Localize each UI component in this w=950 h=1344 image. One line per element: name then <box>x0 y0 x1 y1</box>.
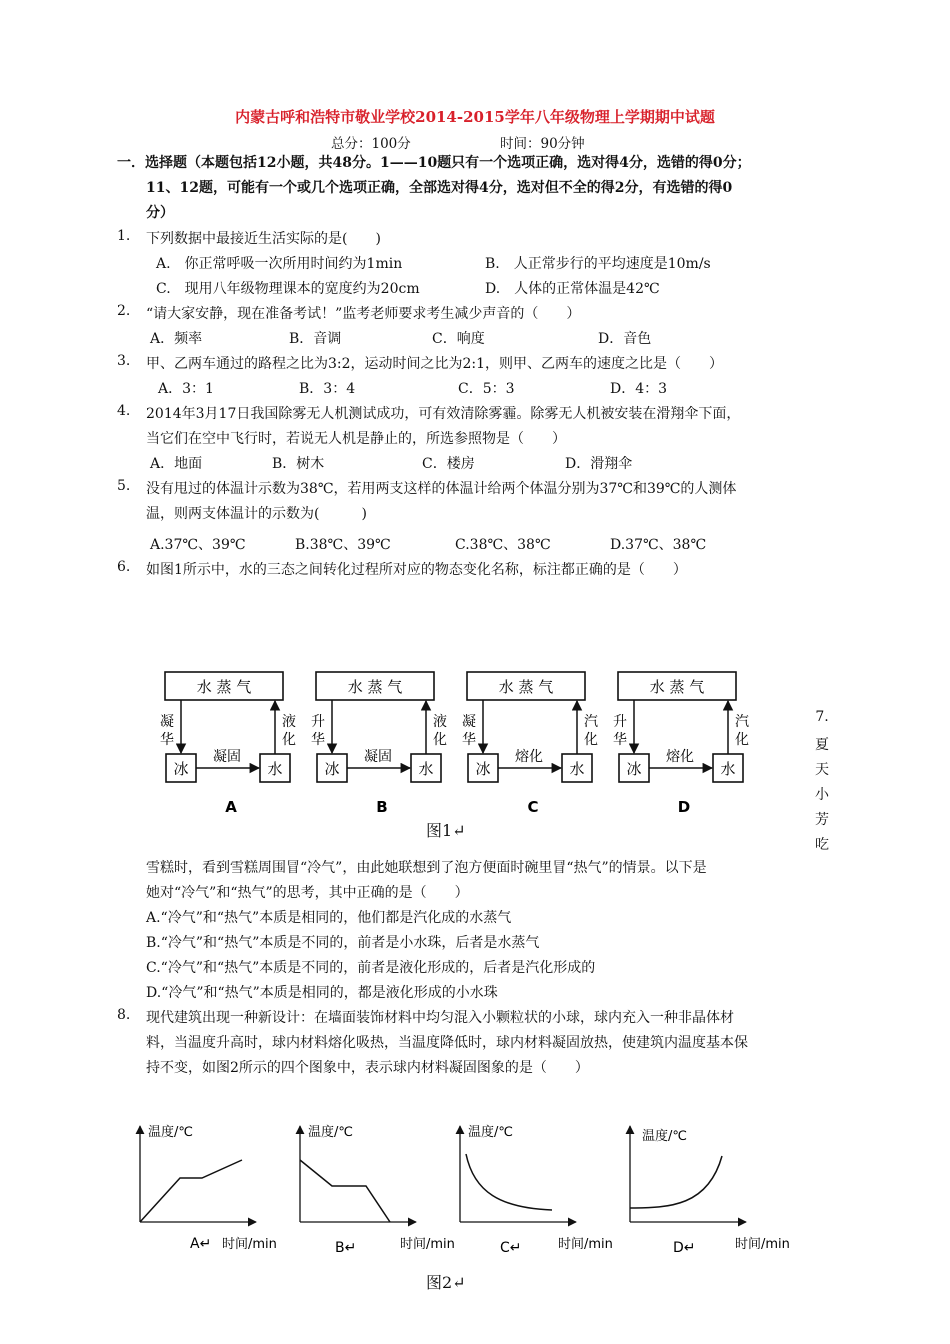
q2-option-b: B．音调 <box>289 331 342 347</box>
right-process-label-top: 液 <box>282 714 296 730</box>
q3-option-b: B．3：4 <box>299 381 356 397</box>
temperature-curve <box>140 1160 242 1222</box>
vapor-label: 水 蒸 气 <box>196 678 252 696</box>
q8-stem-line3: 持不变，如图2所示的四个图象中，表示球内材料凝固图象的是（ ） <box>146 1060 589 1076</box>
q5-option-a: A.37℃、39℃ <box>150 537 246 553</box>
ice-label: 冰 <box>173 760 189 778</box>
water-label: 水 <box>267 760 283 778</box>
q4-option-c: C．楼房 <box>422 456 475 472</box>
q5-option-b: B.38℃、39℃ <box>295 537 391 553</box>
q7-option-b: B.“冷气”和“热气”本质是不同的，前者是小水珠，后者是水蒸气 <box>146 935 540 951</box>
q4-option-d: D．滑翔伞 <box>565 456 633 472</box>
q1-option-a: A. 你正常呼吸一次所用时间约为1min <box>156 256 403 272</box>
q7-option-a: A.“冷气”和“热气”本质是相同的，他们都是汽化成的水蒸气 <box>146 910 512 926</box>
q7-side-char: 小 <box>815 787 829 803</box>
section-heading-line2: 11、12题，可能有一个或几个选项正确，全部选对得4分，选对但不全的得2分，有选错的得0 <box>146 180 733 196</box>
graph-letter: B↵ <box>335 1240 357 1256</box>
bottom-process-label: 熔化 <box>515 749 543 765</box>
q4-option-b: B．树木 <box>272 456 325 472</box>
y-axis-label: 温度/℃ <box>468 1125 513 1140</box>
vapor-label: 水 蒸 气 <box>498 678 554 696</box>
right-process-label-bottom: 化 <box>735 732 749 748</box>
q6-stem: 如图1所示中，水的三态之间转化过程所对应的物态变化名称，标注都正确的是（ ） <box>146 562 687 578</box>
figure2-graphs <box>120 1118 820 1268</box>
q3-option-a: A．3：1 <box>158 381 214 397</box>
panel-letter: B <box>376 798 388 816</box>
y-axis-label: 温度/℃ <box>308 1125 353 1140</box>
x-axis-label: 时间/min <box>400 1237 455 1252</box>
ice-label: 冰 <box>626 760 642 778</box>
q2-option-a: A．频率 <box>150 331 203 347</box>
x-axis-label: 时间/min <box>222 1237 277 1252</box>
x-axis-label: 时间/min <box>558 1237 613 1252</box>
q7-option-c: C.“冷气”和“热气”本质是不同的，前者是液化形成的，后者是汽化形成的 <box>146 960 596 976</box>
q7-side-char: 天 <box>815 762 829 778</box>
right-process-label-bottom: 化 <box>433 732 447 748</box>
q3-stem: 甲、乙两车通过的路程之比为3:2，运动时间之比为2:1，则甲、乙两车的速度之比是（ ） <box>146 356 724 372</box>
bottom-process-label: 熔化 <box>666 749 694 765</box>
y-axis-label: 温度/℃ <box>148 1125 193 1140</box>
q2-number: 2. <box>117 303 131 319</box>
left-process-label-top: 升 <box>613 714 627 730</box>
q8-stem-line2: 料，当温度升高时，球内材料熔化吸热，当温度降低时，球内材料凝固放热，使建筑内温度基本保 <box>146 1035 748 1051</box>
q5-option-d: D.37℃、38℃ <box>610 537 707 553</box>
temperature-curve <box>300 1160 390 1222</box>
temperature-curve <box>466 1154 552 1210</box>
ice-label: 冰 <box>324 760 340 778</box>
q1-option-c: C. 现用八年级物理课本的宽度约为20cm <box>156 281 420 297</box>
q5-stem-line2: 温，则两支体温计的示数为( ) <box>146 506 367 522</box>
section-heading-line3: 分） <box>146 205 174 221</box>
right-process-label-top: 液 <box>433 714 447 730</box>
exam-time: 时间：90分钟 <box>500 136 585 152</box>
left-process-label-bottom: 华 <box>613 732 627 748</box>
y-axis-label: 温度/℃ <box>642 1129 687 1144</box>
x-axis-label: 时间/min <box>735 1237 790 1252</box>
water-label: 水 <box>720 760 736 778</box>
q2-option-d: D．音色 <box>598 331 652 347</box>
left-process-label-top: 凝 <box>462 714 476 730</box>
q8-stem-line1: 现代建筑出现一种新设计：在墙面装饰材料中均匀混入小颗粒状的小球，球内充入一种非晶体材 <box>146 1010 734 1026</box>
panel-letter: D <box>677 798 691 816</box>
q7-side-char: 吃 <box>815 837 829 853</box>
right-process-label-top: 汽 <box>584 714 598 730</box>
left-process-label-bottom: 华 <box>160 732 174 748</box>
q8-number: 8. <box>117 1007 131 1023</box>
q4-stem-line2: 当它们在空中飞行时，若说无人机是静止的，所选参照物是（ ） <box>146 431 566 447</box>
q1-number: 1. <box>117 228 131 244</box>
q4-option-a: A．地面 <box>150 456 203 472</box>
figure1-caption: 图1↵ <box>426 821 466 840</box>
vapor-label: 水 蒸 气 <box>649 678 705 696</box>
q1-stem: 下列数据中最接近生活实际的是( ) <box>146 231 381 247</box>
q6-number: 6. <box>117 559 131 575</box>
q3-number: 3. <box>117 353 131 369</box>
graph-letter: A↵ <box>190 1236 212 1252</box>
ice-label: 冰 <box>475 760 491 778</box>
left-process-label-top: 升 <box>311 714 325 730</box>
q7-stem-line1: 雪糕时，看到雪糕周围冒“冷气”，由此她联想到了泡方便面时碗里冒“热气”的情景。以下是 <box>146 860 707 876</box>
water-label: 水 <box>569 760 585 778</box>
q7-stem-line2: 她对“冷气”和“热气”的思考，其中正确的是（ ） <box>146 885 469 901</box>
total-score: 总分：100分 <box>331 136 411 152</box>
q5-option-c: C.38℃、38℃ <box>455 537 551 553</box>
q4-number: 4. <box>117 403 131 419</box>
figure2-caption: 图2↵ <box>426 1273 466 1292</box>
q7-side-char: 芳 <box>815 812 829 828</box>
left-process-label-bottom: 华 <box>311 732 325 748</box>
q5-stem-line1: 没有甩过的体温计示数为38℃，若用两支这样的体温计给两个体温分别为37℃和39℃的人测体 <box>146 481 737 497</box>
temperature-curve <box>630 1156 722 1208</box>
q2-stem: “请大家安静，现在准备考试！”监考老师要求考生减少声音的（ ） <box>146 306 581 322</box>
q7-option-d: D.“冷气”和“热气”本质是相同的，都是液化形成的小水珠 <box>146 985 498 1001</box>
left-process-label-top: 凝 <box>160 714 174 730</box>
panel-letter: C <box>527 798 539 816</box>
bottom-process-label: 凝固 <box>213 749 241 765</box>
graph-letter: D↵ <box>673 1240 696 1256</box>
right-process-label-bottom: 化 <box>282 732 296 748</box>
left-process-label-bottom: 华 <box>462 732 476 748</box>
q3-option-c: C．5：3 <box>458 381 515 397</box>
exam-title: 内蒙古呼和浩特市敬业学校2014-2015学年八年级物理上学期期中试题 <box>235 108 715 126</box>
q7-side-char: 7. <box>815 709 829 725</box>
q3-option-d: D．4：3 <box>610 381 668 397</box>
q1-option-d: D. 人体的正常体温是42℃ <box>485 281 660 297</box>
bottom-process-label: 凝固 <box>364 749 392 765</box>
graph-letter: C↵ <box>500 1240 522 1256</box>
q5-number: 5. <box>117 478 131 494</box>
q7-side-char: 夏 <box>815 737 829 753</box>
panel-letter: A <box>225 798 237 816</box>
q1-option-b: B. 人正常步行的平均速度是10m/s <box>485 256 711 272</box>
section-heading-line1: 一．选择题（本题包括12小题，共48分。1——10题只有一个选项正确，选对得4分，选错的得0分； <box>117 155 751 171</box>
right-process-label-top: 汽 <box>735 714 749 730</box>
q4-stem-line1: 2014年3月17日我国除雾无人机测试成功，可有效清除雾霾。除雾无人机被安装在滑翔伞下面， <box>146 406 741 422</box>
figure1-diagram <box>150 660 800 820</box>
vapor-label: 水 蒸 气 <box>347 678 403 696</box>
water-label: 水 <box>418 760 434 778</box>
q2-option-c: C．响度 <box>432 331 485 347</box>
right-process-label-bottom: 化 <box>584 732 598 748</box>
